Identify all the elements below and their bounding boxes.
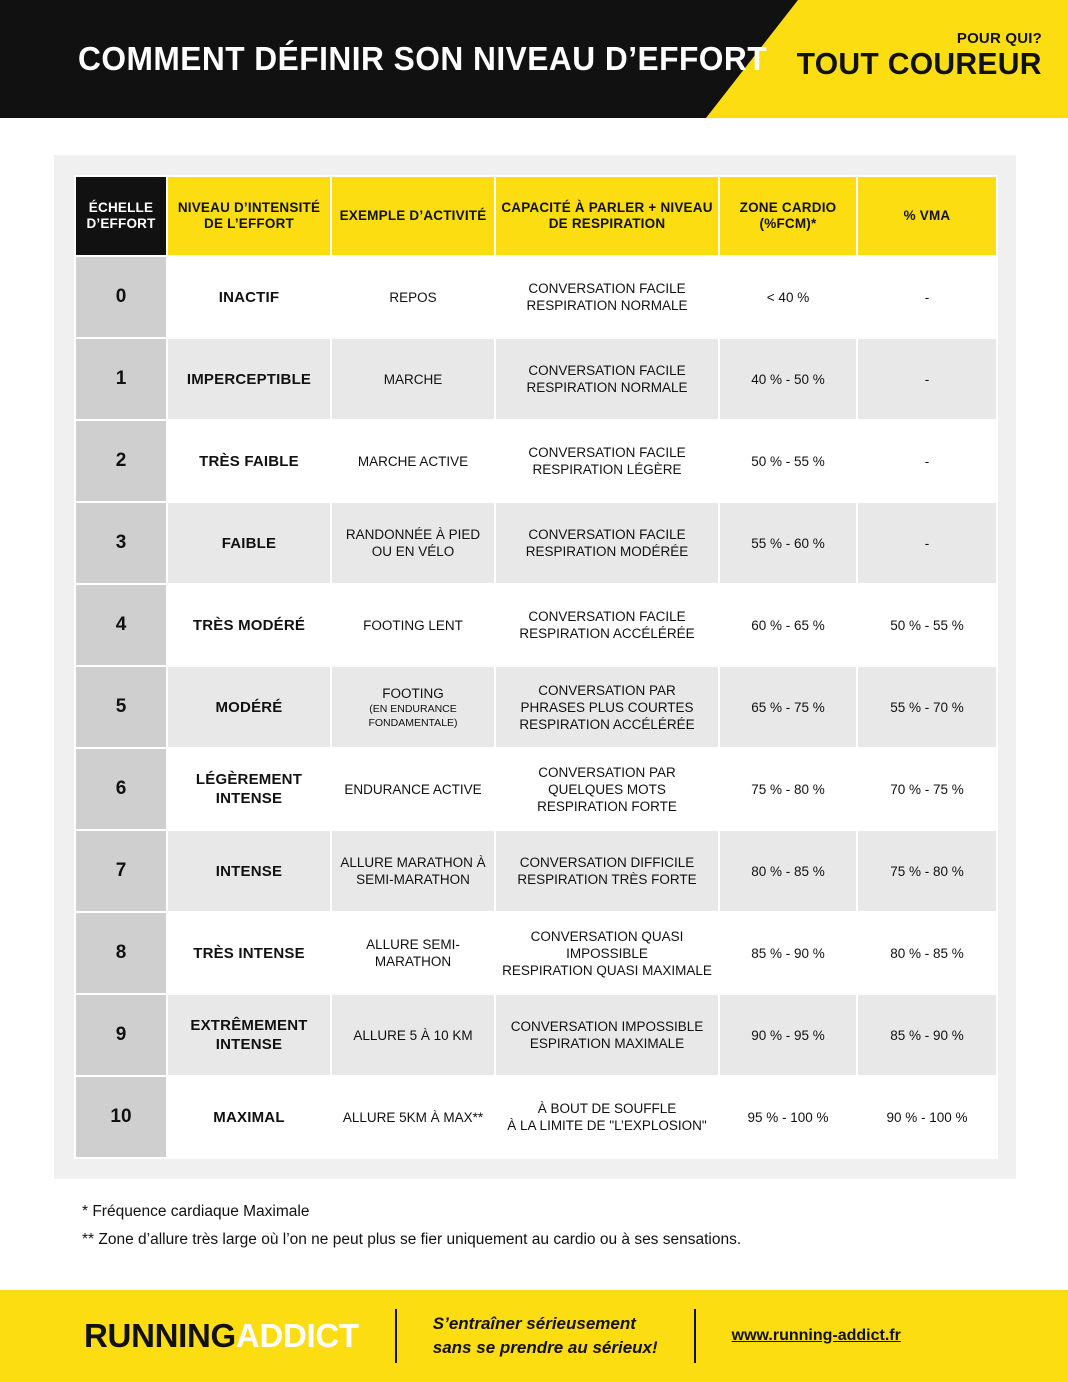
cell-cardio: 90 % - 95 % <box>719 994 857 1076</box>
column-header-intensity <box>167 176 331 256</box>
cell-level: INACTIF <box>167 256 331 338</box>
effort-table <box>74 175 998 1159</box>
cell-vma: 50 % - 55 % <box>857 584 997 666</box>
cell-scale: 10 <box>75 1076 167 1158</box>
cell-cardio: 65 % - 75 % <box>719 666 857 748</box>
cell-breathing-line3: RESPIRATION ACCÉLÉRÉE <box>519 716 695 732</box>
cell-level: FAIBLE <box>167 502 331 584</box>
cell-breathing-line1: CONVERSATION FACILE <box>528 281 686 296</box>
cell-breathing <box>495 666 719 748</box>
cell-vma: 85 % - 90 % <box>857 994 997 1076</box>
cell-activity <box>331 748 495 830</box>
cell-breathing-line2: RESPIRATION LÉGÈRE <box>532 462 682 477</box>
cell-activity <box>331 830 495 912</box>
page-footer <box>0 1290 1068 1382</box>
cell-activity-line1: RANDONNÉE À PIED <box>345 527 481 542</box>
cell-vma: 90 % - 100 % <box>857 1076 997 1158</box>
cell-level: EXTRÊMEMENT INTENSE <box>167 994 331 1076</box>
cell-activity-line2: (EN ENDURANCE FONDAMENTALE) <box>368 702 458 729</box>
cell-breathing-line2: ESPIRATION MAXIMALE <box>529 1036 685 1051</box>
header-audience-label: POUR QUI? <box>956 30 1042 47</box>
brand-logo-running: RUNNING <box>84 1317 236 1354</box>
table-row <box>75 502 997 584</box>
cell-activity <box>331 994 495 1076</box>
cell-activity <box>331 912 495 994</box>
cell-breathing-line2: PHRASES PLUS COURTES <box>520 699 694 715</box>
cell-level: MAXIMAL <box>167 1076 331 1158</box>
cell-scale: 7 <box>75 830 167 912</box>
cell-activity <box>331 666 495 748</box>
table-row <box>75 748 997 830</box>
cell-breathing <box>495 912 719 994</box>
cell-cardio: 85 % - 90 % <box>719 912 857 994</box>
table-row <box>75 256 997 338</box>
column-header-speech-breathing <box>495 176 719 256</box>
cell-level: TRÈS FAIBLE <box>167 420 331 502</box>
cell-breathing-line2: RESPIRATION TRÈS FORTE <box>517 872 697 887</box>
cell-vma: - <box>857 502 997 584</box>
cell-breathing-line2: RESPIRATION MODÉRÉE <box>525 544 689 559</box>
cell-vma: 80 % - 85 % <box>857 912 997 994</box>
cell-scale: 8 <box>75 912 167 994</box>
cell-cardio: 95 % - 100 % <box>719 1076 857 1158</box>
cell-vma: 55 % - 70 % <box>857 666 997 748</box>
cell-breathing-line1: CONVERSATION FACILE <box>528 445 686 460</box>
column-header-speech-line1: CAPACITÉ À PARLER + NIVEAU <box>501 200 713 215</box>
cell-activity <box>331 1076 495 1158</box>
cell-activity <box>331 338 495 420</box>
column-header-intensity-line1: NIVEAU D’INTENSITÉ <box>177 200 321 215</box>
cell-breathing <box>495 338 719 420</box>
cell-cardio: 55 % - 60 % <box>719 502 857 584</box>
cell-breathing-line1: À BOUT DE SOUFFLE <box>537 1101 677 1116</box>
cell-activity-line1: ALLURE MARATHON À <box>340 855 486 870</box>
cell-vma: - <box>857 338 997 420</box>
cell-cardio: 50 % - 55 % <box>719 420 857 502</box>
table-row <box>75 994 997 1076</box>
brand-slogan-line2: sans se prendre au sérieux! <box>432 1338 658 1357</box>
cell-breathing-line2: À LA LIMITE DE "L’EXPLOSION" <box>507 1118 707 1133</box>
cell-scale: 5 <box>75 666 167 748</box>
column-header-intensity-line2: DE L’EFFORT <box>204 216 294 231</box>
brand-logo <box>84 1317 359 1355</box>
brand-slogan <box>433 1312 658 1360</box>
table-row <box>75 584 997 666</box>
cell-activity <box>331 584 495 666</box>
cell-activity <box>331 420 495 502</box>
cell-breathing-line1: CONVERSATION FACILE <box>528 363 686 378</box>
cell-activity <box>331 502 495 584</box>
column-header-vma <box>857 176 997 256</box>
cell-activity-line1: FOOTING <box>382 685 444 701</box>
footnote-1: * Fréquence cardiaque Maximale <box>82 1203 310 1220</box>
brand-logo-addict: ADDICT <box>235 1317 359 1354</box>
cell-breathing-line1: CONVERSATION PAR <box>538 682 676 698</box>
cell-breathing-line2: RESPIRATION NORMALE <box>526 298 688 313</box>
cell-cardio: 80 % - 85 % <box>719 830 857 912</box>
cell-level: IMPERCEPTIBLE <box>167 338 331 420</box>
effort-table-container <box>54 155 1016 1179</box>
column-header-scale <box>75 176 167 256</box>
cell-scale: 4 <box>75 584 167 666</box>
cell-breathing <box>495 1076 719 1158</box>
column-header-scale-line2: D’EFFORT <box>86 216 156 231</box>
cell-level: INTENSE <box>167 830 331 912</box>
footnotes <box>82 1198 982 1254</box>
footnote-2: ** Zone d’allure très large où l’on ne peut plus se fier uniquement au cardio ou à ses sensations. <box>82 1231 742 1248</box>
cell-activity-line1: ALLURE SEMI-MARATHON <box>366 937 460 969</box>
header-audience-value: TOUT COUREUR <box>796 46 1042 81</box>
cell-vma: - <box>857 256 997 338</box>
cell-activity-line1: ENDURANCE ACTIVE <box>344 781 482 797</box>
cell-breathing-line1: CONVERSATION FACILE <box>528 609 686 624</box>
table-row <box>75 420 997 502</box>
cell-breathing-line1: CONVERSATION QUASI IMPOSSIBLE <box>530 928 684 961</box>
column-header-vma-line1: % VMA <box>903 208 951 223</box>
table-row <box>75 912 997 994</box>
cell-level: TRÈS MODÉRÉ <box>167 584 331 666</box>
cell-level: LÉGÈREMENT INTENSE <box>167 748 331 830</box>
cell-breathing <box>495 830 719 912</box>
cell-breathing-line2: RESPIRATION ACCÉLÉRÉE <box>519 626 695 641</box>
cell-activity-line1: MARCHE <box>383 371 443 387</box>
table-row <box>75 830 997 912</box>
cell-breathing <box>495 748 719 830</box>
cell-vma: - <box>857 420 997 502</box>
cell-cardio: 60 % - 65 % <box>719 584 857 666</box>
cell-breathing <box>495 256 719 338</box>
cell-activity-line1: REPOS <box>389 289 437 305</box>
footer-divider-2 <box>694 1309 696 1363</box>
cell-breathing-line1: CONVERSATION FACILE <box>528 527 686 542</box>
cell-breathing-line1: CONVERSATION PAR QUELQUES MOTS <box>538 764 676 797</box>
brand-slogan-line1: S’entraîner sérieusement <box>432 1314 636 1333</box>
footer-divider-1 <box>395 1309 397 1363</box>
column-header-cardio-line2: (%FCM)* <box>759 216 817 231</box>
cell-scale: 2 <box>75 420 167 502</box>
table-body <box>75 256 997 1158</box>
column-header-cardio-zone <box>719 176 857 256</box>
column-header-speech-line2: DE RESPIRATION <box>548 216 666 231</box>
cell-breathing <box>495 994 719 1076</box>
column-header-cardio-line1: ZONE CARDIO <box>739 200 837 215</box>
cell-breathing <box>495 502 719 584</box>
cell-breathing-line2: RESPIRATION FORTE <box>537 798 677 814</box>
cell-activity-line2: OU EN VÉLO <box>371 544 455 559</box>
cell-activity-line1: ALLURE 5KM À MAX** <box>342 1109 484 1125</box>
cell-vma: 70 % - 75 % <box>857 748 997 830</box>
table-row <box>75 666 997 748</box>
cell-scale: 3 <box>75 502 167 584</box>
header-audience <box>789 30 1042 80</box>
cell-cardio: < 40 % <box>719 256 857 338</box>
column-header-activity <box>331 176 495 256</box>
website-link[interactable]: www.running-addict.fr <box>731 1327 901 1344</box>
cell-breathing <box>495 584 719 666</box>
page-title: COMMENT DÉFINIR SON NIVEAU D’EFFORT <box>78 40 768 77</box>
cell-activity-line2: SEMI-MARATHON <box>356 872 470 887</box>
cell-activity-line1: MARCHE ACTIVE <box>357 453 469 469</box>
cell-level: MODÉRÉ <box>167 666 331 748</box>
cell-level: TRÈS INTENSE <box>167 912 331 994</box>
cell-cardio: 75 % - 80 % <box>719 748 857 830</box>
table-row <box>75 338 997 420</box>
cell-activity-line1: ALLURE 5 À 10 KM <box>353 1027 473 1043</box>
cell-scale: 1 <box>75 338 167 420</box>
table-header-row <box>75 176 997 256</box>
cell-vma: 75 % - 80 % <box>857 830 997 912</box>
cell-activity <box>331 256 495 338</box>
cell-scale: 9 <box>75 994 167 1076</box>
column-header-scale-line1: ÉCHELLE <box>88 200 154 215</box>
column-header-activity-line1: EXEMPLE D’ACTIVITÉ <box>339 208 487 223</box>
cell-breathing-line1: CONVERSATION DIFFICILE <box>519 855 695 870</box>
page-header <box>0 0 1068 118</box>
cell-scale: 6 <box>75 748 167 830</box>
cell-breathing-line2: RESPIRATION QUASI MAXIMALE <box>502 962 712 978</box>
cell-breathing-line1: CONVERSATION IMPOSSIBLE <box>510 1019 704 1034</box>
cell-scale: 0 <box>75 256 167 338</box>
table-row <box>75 1076 997 1158</box>
cell-cardio: 40 % - 50 % <box>719 338 857 420</box>
cell-breathing <box>495 420 719 502</box>
cell-activity-line1: FOOTING LENT <box>363 617 463 633</box>
cell-breathing-line2: RESPIRATION NORMALE <box>526 380 688 395</box>
